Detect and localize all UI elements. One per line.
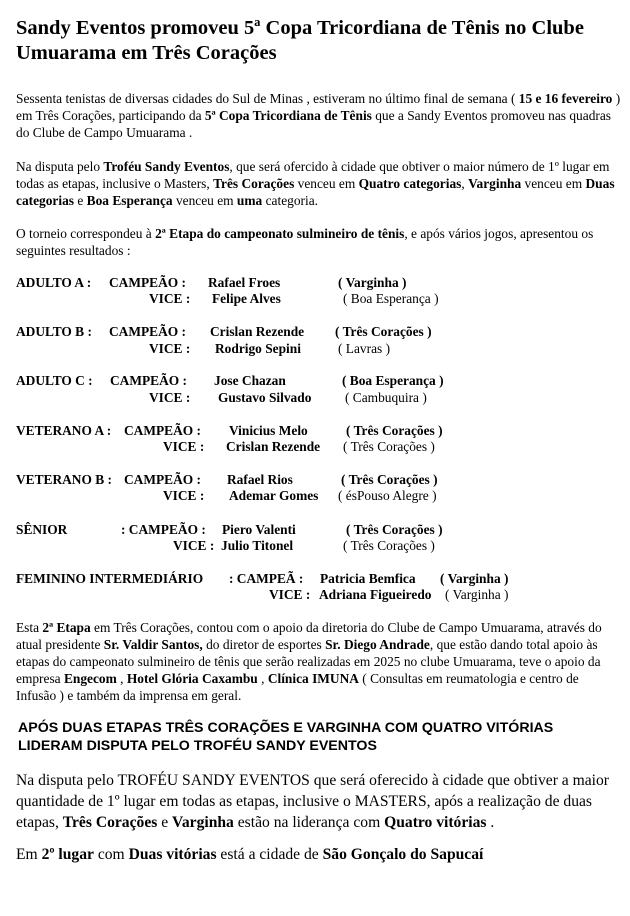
category-count: uma <box>236 193 263 208</box>
text: , que estão dando total apoio às etapas do campeonato sulmineiro de tênis que serão realizadas em 2025 no clube Umuarama, teve o apoio da empresa <box>16 637 601 686</box>
trophy-name: Troféu Sandy Eventos <box>103 159 230 174</box>
support-paragraph <box>16 619 622 704</box>
result-row-vice <box>0 389 630 406</box>
champion-name: Jose Chazan <box>214 373 286 388</box>
text: ( Consultas em reumatologia e centro de Infusão ) e também da imprensa em geral. <box>16 671 579 703</box>
text: e <box>157 814 173 831</box>
vice-label: VICE : <box>173 538 215 553</box>
city-name: Varginha <box>172 814 234 831</box>
vice-label: VICE : <box>149 390 191 405</box>
champion-label: : CAMPEÃO : <box>121 522 206 537</box>
vice-city: ( Cambuquira ) <box>345 390 427 405</box>
text: com <box>93 846 129 863</box>
result-row-vice <box>0 340 630 357</box>
champion-name: Piero Valenti <box>222 522 296 537</box>
champion-name: Patricia Bemfica <box>320 571 416 586</box>
text: O torneio correspondeu à <box>16 226 156 241</box>
text: Em <box>16 846 42 863</box>
champion-city: ( Três Corações ) <box>346 522 443 537</box>
result-row-champion <box>0 372 630 389</box>
result-row-vice <box>0 586 630 603</box>
text: , <box>461 176 469 191</box>
result-row-champion <box>0 422 630 439</box>
event-dates: 15 e 16 fevereiro <box>518 91 613 106</box>
champion-label: CAMPEÃO : <box>110 373 187 388</box>
place-label: 2º lugar <box>41 846 94 863</box>
text: que a Sandy Eventos promoveu nas quadras do Clube de Campo Umuarama . <box>16 108 612 140</box>
champion-city: ( Boa Esperança ) <box>342 373 444 388</box>
vice-label: VICE : <box>149 341 191 356</box>
result-row-vice <box>0 438 630 455</box>
champion-name: Rafael Rios <box>227 472 293 487</box>
vice-city: ( Varginha ) <box>445 587 509 602</box>
city-name: Três Corações <box>62 814 158 831</box>
champion-label: CAMPEÃO : <box>109 324 186 339</box>
victory-count: Duas vitórias <box>128 846 217 863</box>
champion-name: Rafael Froes <box>208 275 281 290</box>
text: está a cidade de <box>216 846 323 863</box>
champion-label: CAMPEÃO : <box>109 275 186 290</box>
category-label: VETERANO B : <box>16 472 112 487</box>
text: em Três Corações, contou com o apoio da diretoria do Clube de Campo Umuarama, através do atual presidente <box>16 620 602 652</box>
vice-city: ( Boa Esperança ) <box>343 291 439 306</box>
champion-city: ( Varginha ) <box>338 275 407 290</box>
champion-label: CAMPEÃO : <box>124 472 201 487</box>
vice-city: ( ésPouso Alegre ) <box>338 488 437 503</box>
result-row-champion <box>0 274 630 291</box>
text: estão na liderança com <box>233 814 385 831</box>
vice-name: Rodrigo Sepini <box>215 341 301 356</box>
sponsor-name: Hotel Glória Caxambu <box>126 671 258 686</box>
section-heading: APÓS DUAS ETAPAS TRÊS CORAÇÕES E VARGINHA COM QUATRO VITÓRIAS LIDERAM DISPUTA PELO TROFÉU SANDY EVENTOS <box>18 720 554 754</box>
intro-paragraph <box>16 90 622 141</box>
champion-label: : CAMPEÃ : <box>229 571 304 586</box>
text: , e após vários jogos, apresentou os seguintes resultados : <box>16 226 594 258</box>
champion-city: ( Três Corações ) <box>335 324 432 339</box>
vice-name: Julio Titonel <box>221 538 294 553</box>
text: Na disputa pelo <box>16 159 104 174</box>
event-name: 5ª Copa Tricordiana de Tênis <box>204 108 372 123</box>
city-name: Três Corações <box>213 176 295 191</box>
text: , <box>116 671 127 686</box>
category-label: ADULTO C : <box>16 373 93 388</box>
vice-label: VICE : <box>149 291 191 306</box>
vice-name: Crislan Rezende <box>226 439 321 454</box>
text: Sessenta tenistas de diversas cidades do Sul de Minas , estiveram no último final de semana ( <box>16 91 519 106</box>
vice-label: VICE : <box>269 587 311 602</box>
vice-name: Gustavo Silvado <box>218 390 312 405</box>
text: categoria. <box>262 193 318 208</box>
vice-label: VICE : <box>163 439 205 454</box>
champion-name: Crislan Rezende <box>210 324 305 339</box>
text: do diretor de esportes <box>202 637 326 652</box>
text: Na disputa pelo TROFÉU SANDY EVENTOS que será oferecido à cidade que obtiver a maior quantidade de 1º lugar em todas as etapas, inclusive o MASTERS, após a realização de duas etapas, <box>16 772 609 831</box>
city-name: Boa Esperança <box>86 193 173 208</box>
sponsor-name: Engecom <box>63 671 117 686</box>
trophy-paragraph <box>16 158 622 209</box>
city-name: São Gonçalo do Sapucaí <box>322 846 484 863</box>
champion-city: ( Três Corações ) <box>341 472 438 487</box>
category-label: ADULTO A : <box>16 275 92 290</box>
category-label: FEMININO INTERMEDIÁRIO <box>16 571 204 586</box>
person-name: Sr. Valdir Santos, <box>103 637 203 652</box>
text: venceu em <box>172 193 237 208</box>
article-title: Sandy Eventos promoveu 5ª Copa Tricordiana de Tênis no Clube Umuarama em Três Corações <box>16 17 584 64</box>
vice-name: Ademar Gomes <box>229 488 319 503</box>
result-row-champion <box>0 570 630 587</box>
champion-name: Vinicius Melo <box>229 423 308 438</box>
person-name: Sr. Diego Andrade <box>325 637 430 652</box>
sponsor-name: Clínica IMUNA <box>267 671 359 686</box>
vice-city: ( Lavras ) <box>338 341 391 356</box>
stage-name: 2ª Etapa <box>42 620 91 635</box>
text: , <box>257 671 268 686</box>
text: ) em Três Corações, participando da <box>16 91 621 123</box>
champion-city: ( Três Corações ) <box>346 423 443 438</box>
stage-name: 2ª Etapa do campeonato sulmineiro de tênis <box>155 226 405 241</box>
vice-city: ( Três Corações ) <box>343 439 435 454</box>
category-label: ADULTO B : <box>16 324 92 339</box>
vice-name: Adriana Figueiredo <box>319 587 432 602</box>
result-row-vice <box>0 537 630 554</box>
standings-paragraph <box>16 770 622 833</box>
champion-city: ( Varginha ) <box>440 571 509 586</box>
text: Esta <box>16 620 43 635</box>
text: . <box>486 814 495 831</box>
text: e <box>74 193 87 208</box>
category-count: Quatro categorias <box>358 176 462 191</box>
result-row-vice <box>0 487 630 504</box>
result-row-champion <box>0 471 630 488</box>
text: venceu em <box>521 176 586 191</box>
city-name: Varginha <box>468 176 522 191</box>
category-count: Duas categorias <box>16 176 615 208</box>
text: venceu em <box>294 176 359 191</box>
vice-name: Felipe Alves <box>212 291 281 306</box>
tournament-paragraph <box>16 225 622 259</box>
victory-count: Quatro vitórias <box>384 814 487 831</box>
vice-label: VICE : <box>163 488 205 503</box>
category-label: SÊNIOR <box>16 522 68 537</box>
text: , que será ofercido à cidade que obtiver o maior número de 1º lugar em todas as etapas, inclusive o Masters, <box>16 159 610 191</box>
result-row-vice <box>0 290 630 307</box>
result-row-champion <box>0 521 630 538</box>
result-row-champion <box>0 323 630 340</box>
category-label: VETERANO A : <box>16 423 112 438</box>
champion-label: CAMPEÃO : <box>124 423 201 438</box>
second-place-paragraph <box>16 844 622 865</box>
vice-city: ( Três Corações ) <box>343 538 435 553</box>
